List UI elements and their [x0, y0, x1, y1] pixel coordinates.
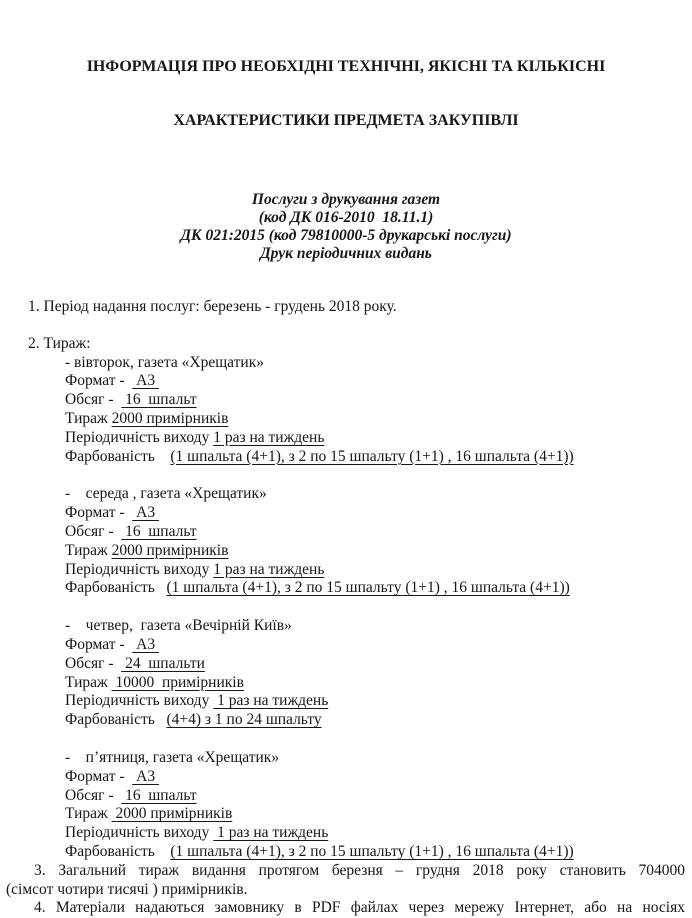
subject-line-dk-021: ДК 021:2015 (код 79810000-5 друкарські послуги) — [180, 227, 512, 244]
periodicity-line — [65, 561, 692, 580]
color-label: Фарбованість — [65, 711, 167, 729]
tirazh-value: 2000 примірників — [111, 541, 229, 559]
tirazh-label: Тираж — [65, 409, 112, 427]
edition-day-line: - четвер, газета «Вечірній Київ» — [65, 617, 292, 635]
paragraph-materials-cutoff: 4. Матеріали надаються замовнику в PDF файлах через мережу Інтернет, або на носіях — [34, 899, 685, 917]
tirazh-value: 2000 примірників — [111, 805, 233, 823]
tirazh-label: Тираж — [65, 805, 112, 823]
format-line — [65, 768, 692, 787]
edition-block-friday — [65, 749, 692, 862]
volume-label: Обсяг - — [65, 522, 122, 540]
volume-value: 16 шпальт — [121, 522, 197, 540]
format-label: Формат - — [65, 504, 133, 522]
volume-line — [65, 391, 692, 410]
format-label: Формат - — [65, 635, 133, 653]
color-line — [65, 579, 692, 598]
edition-day-line: - середа , газета «Хрещатик» — [65, 485, 267, 503]
format-value: А3 — [132, 635, 159, 653]
periodicity-value: 1 раз на тиждень — [213, 560, 325, 578]
color-value: (1 шпальта (4+1), з 2 по 15 шпальту (1+1) , 16 шпальта (4+1)) — [170, 447, 574, 465]
format-value: А3 — [132, 372, 159, 390]
periodicity-value: 1 раз на тиждень — [213, 428, 325, 446]
periodicity-label: Періодичність виходу — [65, 560, 214, 578]
format-label: Формат - — [65, 372, 133, 390]
tirazh-value: 10000 примірників — [111, 673, 244, 691]
format-value: А3 — [132, 504, 159, 522]
edition-block-thursday — [65, 617, 692, 730]
tirazh-line — [65, 410, 692, 429]
color-label: Фарбованість — [65, 842, 171, 860]
volume-label: Обсяг - — [65, 786, 122, 804]
periodicity-line — [65, 824, 692, 843]
format-line — [65, 504, 692, 523]
volume-value: 16 шпальт — [121, 391, 197, 409]
paragraph-total-tirazh — [6, 862, 685, 900]
format-value: А3 — [132, 767, 159, 785]
volume-label: Обсяг - — [65, 654, 122, 672]
periodicity-label: Періодичність виходу — [65, 428, 214, 446]
volume-label: Обсяг - — [65, 391, 122, 409]
tirazh-label: Тираж — [65, 673, 112, 691]
format-label: Формат - — [65, 767, 133, 785]
volume-line — [65, 523, 692, 542]
color-line — [65, 448, 692, 467]
tirazh-value: 2000 примірників — [111, 409, 229, 427]
subject-line-services: Послуги з друкування газет — [251, 191, 441, 208]
tirazh-line — [65, 674, 692, 693]
color-label: Фарбованість — [65, 579, 167, 597]
periodicity-label: Періодичність виходу — [65, 824, 214, 842]
tirazh-line — [65, 805, 692, 824]
procurement-subject — [0, 191, 692, 263]
color-line — [65, 843, 692, 862]
color-line — [65, 711, 692, 730]
document-title — [0, 22, 692, 166]
color-label: Фарбованість — [65, 447, 171, 465]
edition-day-line: - п’ятниця, газета «Хрещатик» — [65, 748, 280, 766]
total-tirazh-line-1: 3. Загальний тираж видання протягом березня – грудня 2018 року становить 704000 — [34, 861, 685, 879]
format-line — [65, 372, 692, 391]
volume-line — [65, 655, 692, 674]
edition-block-wednesday — [65, 485, 692, 598]
periodicity-label: Періодичність виходу — [65, 692, 214, 710]
tirazh-line — [65, 542, 692, 561]
paragraph-service-period: 1. Період надання послуг: березень - грудень 2018 року. — [28, 298, 397, 315]
periodicity-value: 1 раз на тиждень — [213, 692, 329, 710]
document-title-line-1: ІНФОРМАЦІЯ ПРО НЕОБХІДНІ ТЕХНІЧНІ, ЯКІСНІ ТА КІЛЬКІСНІ — [86, 58, 606, 75]
color-value: (1 шпальта (4+1), з 2 по 15 шпальту (1+1) , 16 шпальта (4+1)) — [170, 842, 574, 860]
subject-line-periodicals: Друк періодичних видань — [260, 245, 432, 262]
volume-value: 16 шпальт — [121, 786, 197, 804]
tirazh-label: Тираж — [65, 541, 112, 559]
paragraph-tirazh-heading: 2. Тираж: — [28, 334, 91, 352]
periodicity-line — [65, 429, 692, 448]
periodicity-value: 1 раз на тиждень — [213, 824, 329, 842]
document-title-line-2: ХАРАКТЕРИСТИКИ ПРЕДМЕТА ЗАКУПІВЛІ — [173, 112, 519, 129]
volume-value: 24 шпальти — [121, 654, 205, 672]
volume-line — [65, 787, 692, 806]
periodicity-line — [65, 692, 692, 711]
color-value: (1 шпальта (4+1), з 2 по 15 шпальту (1+1) , 16 шпальта (4+1)) — [166, 579, 570, 597]
color-value: (4+4) з 1 по 24 шпальту — [166, 711, 322, 729]
format-line — [65, 636, 692, 655]
edition-day-line: - вівторок, газета «Хрещатик» — [65, 353, 264, 371]
edition-block-tuesday — [65, 354, 692, 467]
total-tirazh-line-2: (сімсот чотири тисячі ) примірників. — [6, 880, 248, 898]
subject-line-dk-016: (код ДК 016-2010 18.11.1) — [258, 209, 434, 226]
